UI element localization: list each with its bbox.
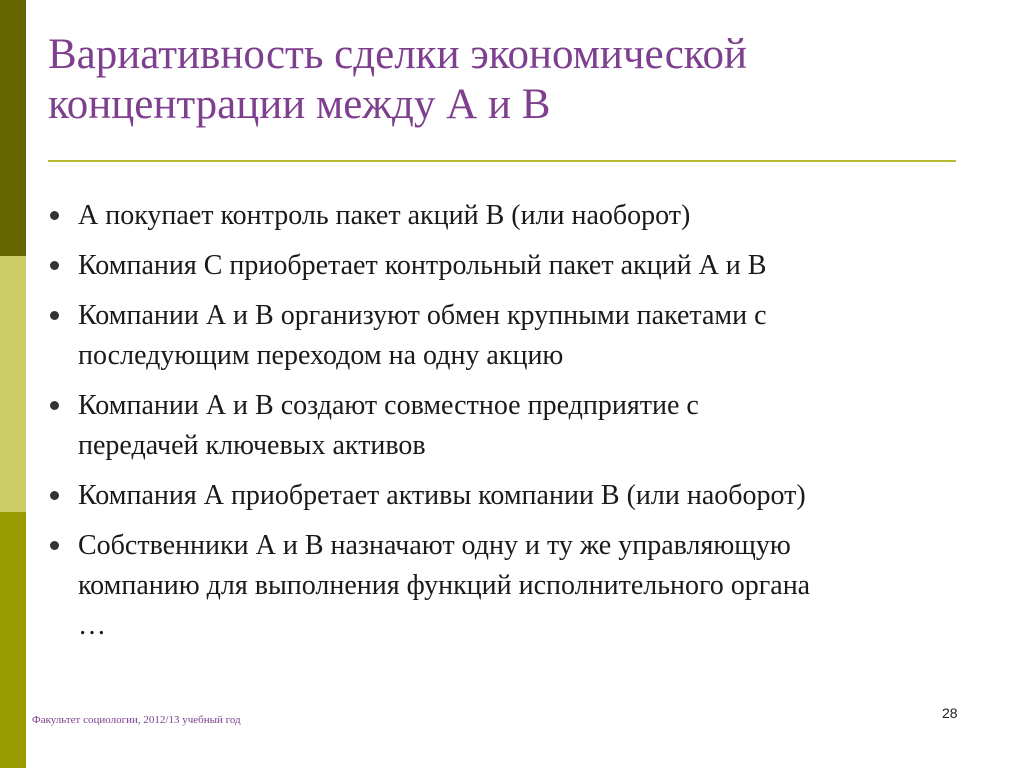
bullet-text-continued: последующим переходом на одну акцию	[78, 340, 564, 371]
bullet-text: Компании А и В создают совместное предприятие с	[78, 390, 699, 421]
bullet-dot-icon	[50, 491, 59, 500]
page-number: 28	[942, 705, 958, 721]
bullet-item	[48, 196, 978, 236]
side-bar-middle	[0, 256, 26, 512]
bullet-text-continued: компанию для выполнения функций исполнительного органа	[78, 570, 811, 601]
bullet-text: Собственники А и В назначают одну и ту же управляющую	[78, 530, 791, 561]
bullet-item	[48, 476, 978, 516]
bullet-item	[48, 386, 978, 466]
bullet-text: Компании А и В организуют обмен крупными пакетами с	[78, 300, 767, 331]
bullet-dot-icon	[50, 211, 59, 220]
bullet-text-ellipsis: …	[78, 610, 106, 641]
bullet-dot-icon	[50, 541, 59, 550]
slide-title-line-1: Вариативность сделки экономической	[48, 31, 748, 78]
bullet-text: Компания С приобретает контрольный пакет акций А и В	[78, 250, 767, 281]
bullet-item	[48, 246, 978, 286]
bullet-list	[48, 196, 978, 656]
side-bar-bottom	[0, 512, 26, 768]
bullet-item	[48, 296, 978, 376]
slide-footer: Факультет социологии, 2012/13 учебный год	[32, 714, 241, 726]
bullet-dot-icon	[50, 261, 59, 270]
slide-title-line-2: концентрации между А и В	[48, 81, 551, 128]
slide-title	[48, 30, 968, 130]
bullet-dot-icon	[50, 401, 59, 410]
bullet-dot-icon	[50, 311, 59, 320]
bullet-text: А покупает контроль пакет акций В (или наоборот)	[78, 200, 691, 231]
bullet-text-continued: передачей ключевых активов	[78, 430, 426, 461]
bullet-text: Компания А приобретает активы компании В (или наоборот)	[78, 480, 806, 511]
title-underline	[48, 160, 956, 162]
side-bar-top	[0, 0, 26, 256]
bullet-item	[48, 526, 978, 646]
